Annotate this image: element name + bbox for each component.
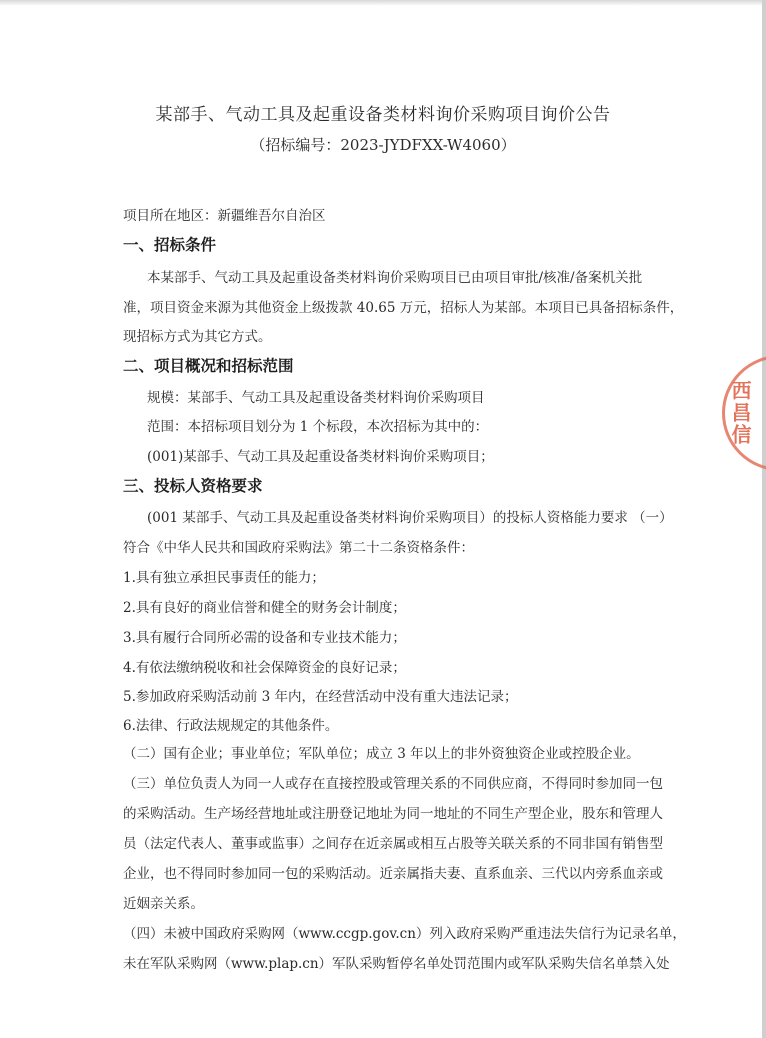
paragraph-line: 现招标方式为其它方式。 <box>123 329 272 345</box>
document-subtitle: （招标编号：2023-JYDFXX-W4060） <box>250 136 516 154</box>
official-seal-text: 西昌信 <box>728 380 752 446</box>
section-heading-2: 二、项目概况和招标范围 <box>123 357 294 375</box>
list-item: 5.参加政府采购活动前 3 年内，在经营活动中没有重大违法记录； <box>123 689 518 705</box>
section-heading-1: 一、招标条件 <box>123 236 217 254</box>
section-heading-3: 三、投标人资格要求 <box>123 477 263 495</box>
paragraph-line: (001)某部手、气动工具及起重设备类材料询价采购项目； <box>147 449 494 465</box>
page-top-edge <box>0 0 766 6</box>
paragraph-line: 准，项目资金来源为其他资金上级拨款 40.65 万元，招标人为某部。本项目已具备招标条件， <box>123 300 684 316</box>
paragraph-line: 的采购活动。生产场经营地址或注册登记地址为同一地址的不同生产型企业，股东和管理人 <box>123 806 663 822</box>
list-item: 6.法律、行政法规规定的其他条件。 <box>123 718 339 734</box>
paragraph-line: (001 某部手、气动工具及起重设备类材料询价采购项目）的投标人资格能力要求 （一） <box>147 510 673 526</box>
paragraph-line: 员（法定代表人、董事或监事）之间存在近亲属或相互占股等关联关系的不同非国有销售型 <box>123 836 663 852</box>
list-item: 1.具有独立承担民事责任的能力； <box>123 570 325 586</box>
paragraph-line: 企业，也不得同时参加同一包的采购活动。近亲属指夫妻、直系血亲、三代以内旁系血亲或 <box>123 866 663 882</box>
paragraph-line: （三）单位负责人为同一人或存在直接控股或管理关系的不同供应商，不得同时参加同一包 <box>123 776 663 792</box>
paragraph-line: 规模：某部手、气动工具及起重设备类材料询价采购项目 <box>147 390 485 406</box>
paragraph-line: 符合《中华人民共和国政府采购法》第二十二条资格条件： <box>123 540 474 556</box>
page-right-edge <box>762 0 766 1038</box>
document-title: 某部手、气动工具及起重设备类材料询价采购项目询价公告 <box>155 105 611 125</box>
project-region: 项目所在地区：新疆维吾尔自治区 <box>123 208 326 224</box>
paragraph-line: （二）国有企业；事业单位；军队单位；成立 3 年以上的非外资独资企业或控股企业。 <box>123 746 640 762</box>
paragraph-line: 近姻亲关系。 <box>123 896 204 912</box>
list-item: 3.具有履行合同所必需的设备和专业技术能力； <box>123 630 406 646</box>
list-item: 4.有依法缴纳税收和社会保障资金的良好记录； <box>123 660 406 676</box>
paragraph-line: 本某部手、气动工具及起重设备类材料询价采购项目已由项目审批/核准/备案机关批 <box>147 270 643 286</box>
list-item: 2.具有良好的商业信誉和健全的财务会计制度； <box>123 600 406 616</box>
paragraph-line: 范围：本招标项目划分为 1 个标段，本次招标为其中的： <box>147 419 489 435</box>
paragraph-line: （四）未被中国政府采购网（www.ccgp.gov.cn）列入政府采购严重违法失信行为记录名单， <box>123 926 686 942</box>
paragraph-line: 未在军队采购网（www.plap.cn）军队采购暂停名单处罚范围内或军队采购失信名单禁入处 <box>123 956 670 972</box>
